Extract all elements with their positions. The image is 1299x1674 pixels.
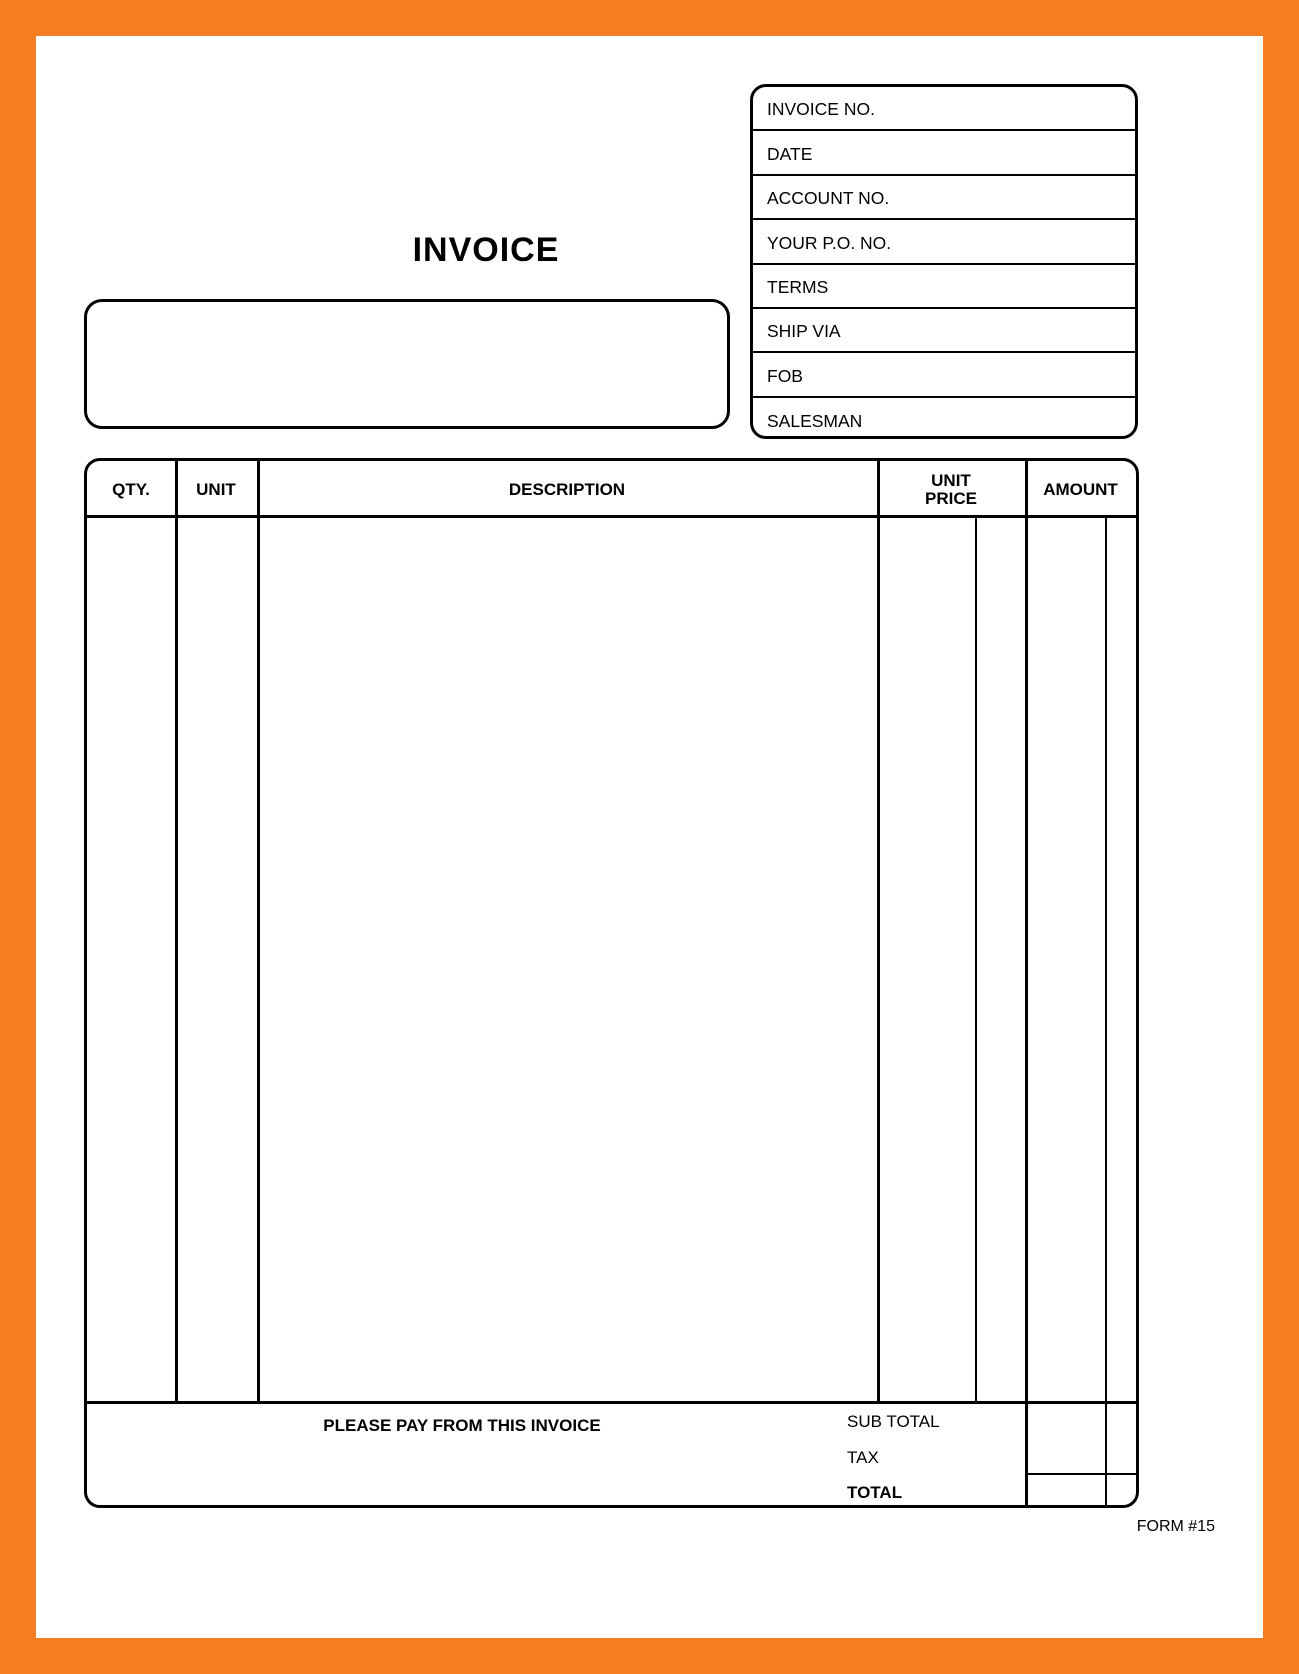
form-number: FORM #15 <box>1136 1518 1215 1535</box>
meta-row-date[interactable] <box>753 131 1135 175</box>
meta-row-account-no[interactable] <box>753 176 1135 220</box>
body-rule-qty <box>175 518 178 1401</box>
header-rule-unitprice-amount <box>1025 461 1028 518</box>
column-header-amount: AMOUNT <box>1043 479 1118 499</box>
meta-label-ship-via: SHIP VIA <box>767 321 841 342</box>
header-rule-qty-unit <box>175 461 178 518</box>
line-items-table <box>84 458 1139 1508</box>
totals-label-sub-total: SUB TOTAL <box>847 1412 940 1431</box>
body-rule-description <box>877 518 880 1401</box>
body-rule-amount-cents <box>1105 518 1107 1508</box>
totals-band <box>87 1401 1136 1508</box>
column-header-unit-price-line1: UNIT <box>931 470 971 490</box>
header-rule-description-unitprice <box>877 461 880 518</box>
column-header-unit: UNIT <box>196 479 236 499</box>
invoice-meta-table <box>750 84 1138 439</box>
meta-row-terms[interactable] <box>753 265 1135 309</box>
column-header-qty: QTY. <box>112 479 150 499</box>
meta-row-fob[interactable] <box>753 353 1135 397</box>
pay-note: PLEASE PAY FROM THIS INVOICE <box>323 1416 601 1435</box>
meta-label-account-no: ACCOUNT NO. <box>767 188 890 209</box>
meta-label-terms: TERMS <box>767 276 829 297</box>
totals-label-tax: TAX <box>847 1448 879 1467</box>
meta-label-salesman: SALESMAN <box>767 411 863 432</box>
meta-row-invoice-no[interactable] <box>753 87 1135 131</box>
column-header-description: DESCRIPTION <box>508 479 626 499</box>
totals-label-total: TOTAL <box>847 1483 903 1502</box>
column-header-unit-price-line2: PRICE <box>925 488 977 508</box>
meta-label-date: DATE <box>767 143 813 164</box>
body-rule-unit <box>257 518 260 1401</box>
bill-to-box[interactable] <box>84 299 730 429</box>
body-rule-amount <box>1025 518 1028 1508</box>
totals-rule-subtotal <box>1025 1473 1139 1475</box>
meta-row-your-po-no[interactable] <box>753 220 1135 264</box>
meta-row-ship-via[interactable] <box>753 309 1135 353</box>
page-title: INVOICE <box>412 231 560 269</box>
meta-label-your-po-no: YOUR P.O. NO. <box>767 232 892 253</box>
meta-label-fob: FOB <box>767 365 803 386</box>
column-header-unit-price <box>877 461 1025 518</box>
table-header-row <box>87 461 1136 518</box>
invoice-sheet <box>36 36 1263 1638</box>
header-rule-unit-description <box>257 461 260 518</box>
meta-label-invoice-no: INVOICE NO. <box>767 99 875 120</box>
body-rule-unitprice-cents <box>975 518 977 1401</box>
meta-row-salesman[interactable] <box>753 398 1135 439</box>
